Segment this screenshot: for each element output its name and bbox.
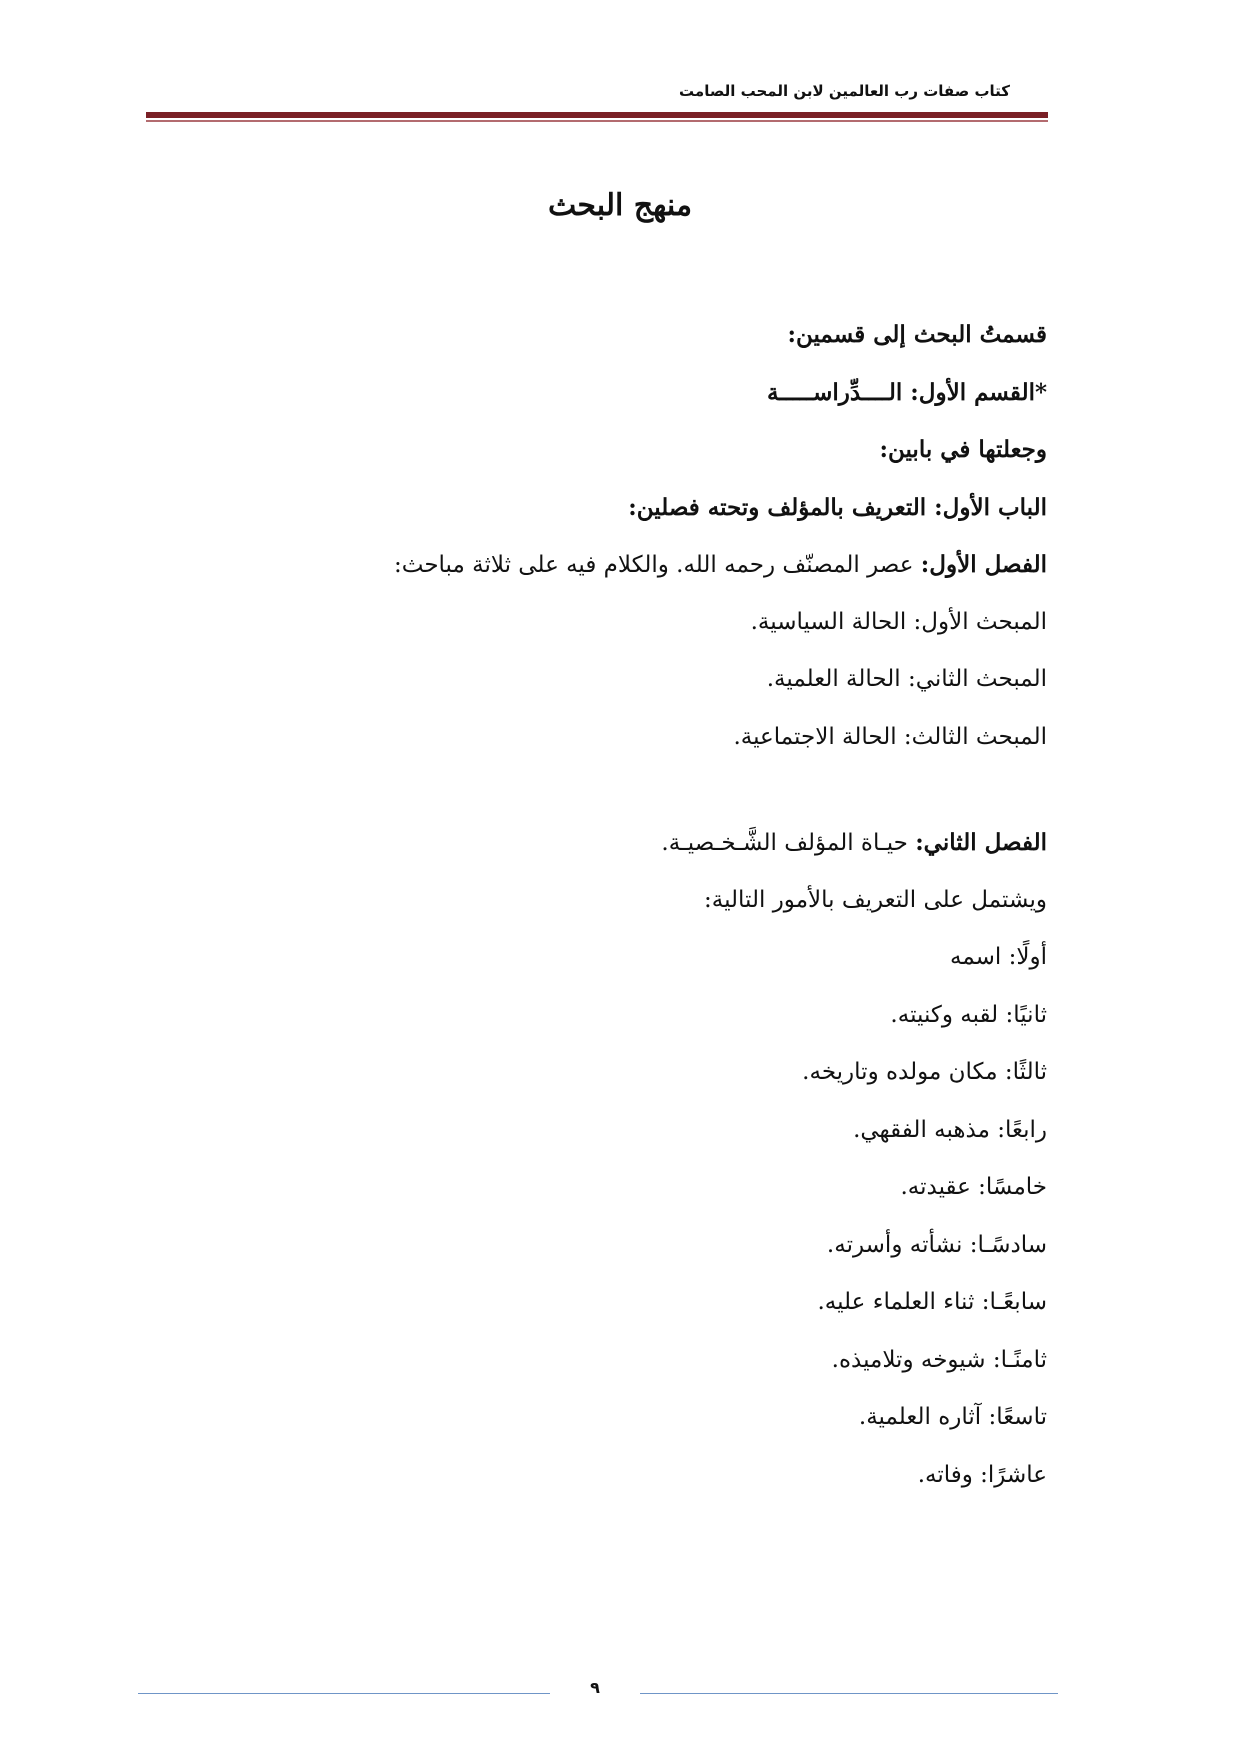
list-item: تاسعًا: آثاره العلمية. — [858, 1404, 1047, 1430]
header-rule — [146, 112, 1048, 122]
chapter-one-section-two — [287, 814, 1047, 872]
page-title: منهج البحث — [547, 188, 693, 223]
list-item: سابعًـا: ثناء العلماء عليه. — [817, 1289, 1047, 1315]
paragraph-gap — [287, 766, 1047, 814]
running-header: كتاب صفات رب العالمين لابن المحب الصامت — [679, 82, 1010, 100]
list-item: أولًا: اسمه — [950, 944, 1047, 970]
header-rule-thick — [146, 112, 1048, 118]
page-number: ٩ — [590, 1678, 600, 1697]
section-label: الفصل الثاني: — [915, 829, 1047, 856]
topic-item: المبحث الأول: الحالة السياسية. — [750, 608, 1047, 635]
topic-item: المبحث الثالث: الحالة الاجتماعية. — [733, 723, 1047, 750]
chapters-intro: وجعلتها في بابين: — [879, 436, 1047, 463]
footer-rule-left — [138, 1693, 550, 1694]
chapter-one-heading — [287, 479, 1047, 537]
chapter-one-section-one — [287, 536, 1047, 594]
section-one-heading — [287, 364, 1047, 422]
section-one-text: الــــدِّراســـــة — [767, 378, 903, 406]
header-rule-thin — [146, 120, 1048, 122]
chapter-one-label: الباب الأول: — [934, 493, 1047, 521]
division-intro: قسمتُ البحث إلى قسمين: — [787, 321, 1047, 348]
list-item: عاشرًا: وفاته. — [917, 1461, 1047, 1488]
page-content — [287, 306, 1047, 1504]
list-item: سادسًـا: نشأته وأسرته. — [826, 1231, 1047, 1258]
footer-rule-right — [640, 1693, 1058, 1694]
section-text: حيـاة المؤلف الشَّـخـصيـة. — [661, 830, 908, 856]
list-item: ثامنًـا: شيوخه وتلاميذه. — [831, 1346, 1047, 1373]
section-label: الفصل الأول: — [920, 551, 1047, 578]
chapter-one-text: التعريف بالمؤلف وتحته فصلين: — [628, 493, 927, 521]
section-text: عصر المصنّف رحمه الله. والكلام فيه على ثلاثة مباحث: — [393, 552, 914, 578]
list-item: ثالثًا: مكان مولده وتاريخه. — [802, 1059, 1047, 1085]
topic-item: المبحث الثاني: الحالة العلمية. — [766, 666, 1047, 692]
section-one-label: *القسم الأول: — [910, 378, 1047, 406]
section-two-intro: ويشتمل على التعريف بالأمور التالية: — [704, 886, 1047, 913]
list-item: خامسًا: عقيدته. — [900, 1174, 1047, 1200]
list-item: ثانيًا: لقبه وكنيته. — [890, 1001, 1047, 1028]
list-item: رابعًا: مذهبه الفقهي. — [853, 1116, 1047, 1143]
